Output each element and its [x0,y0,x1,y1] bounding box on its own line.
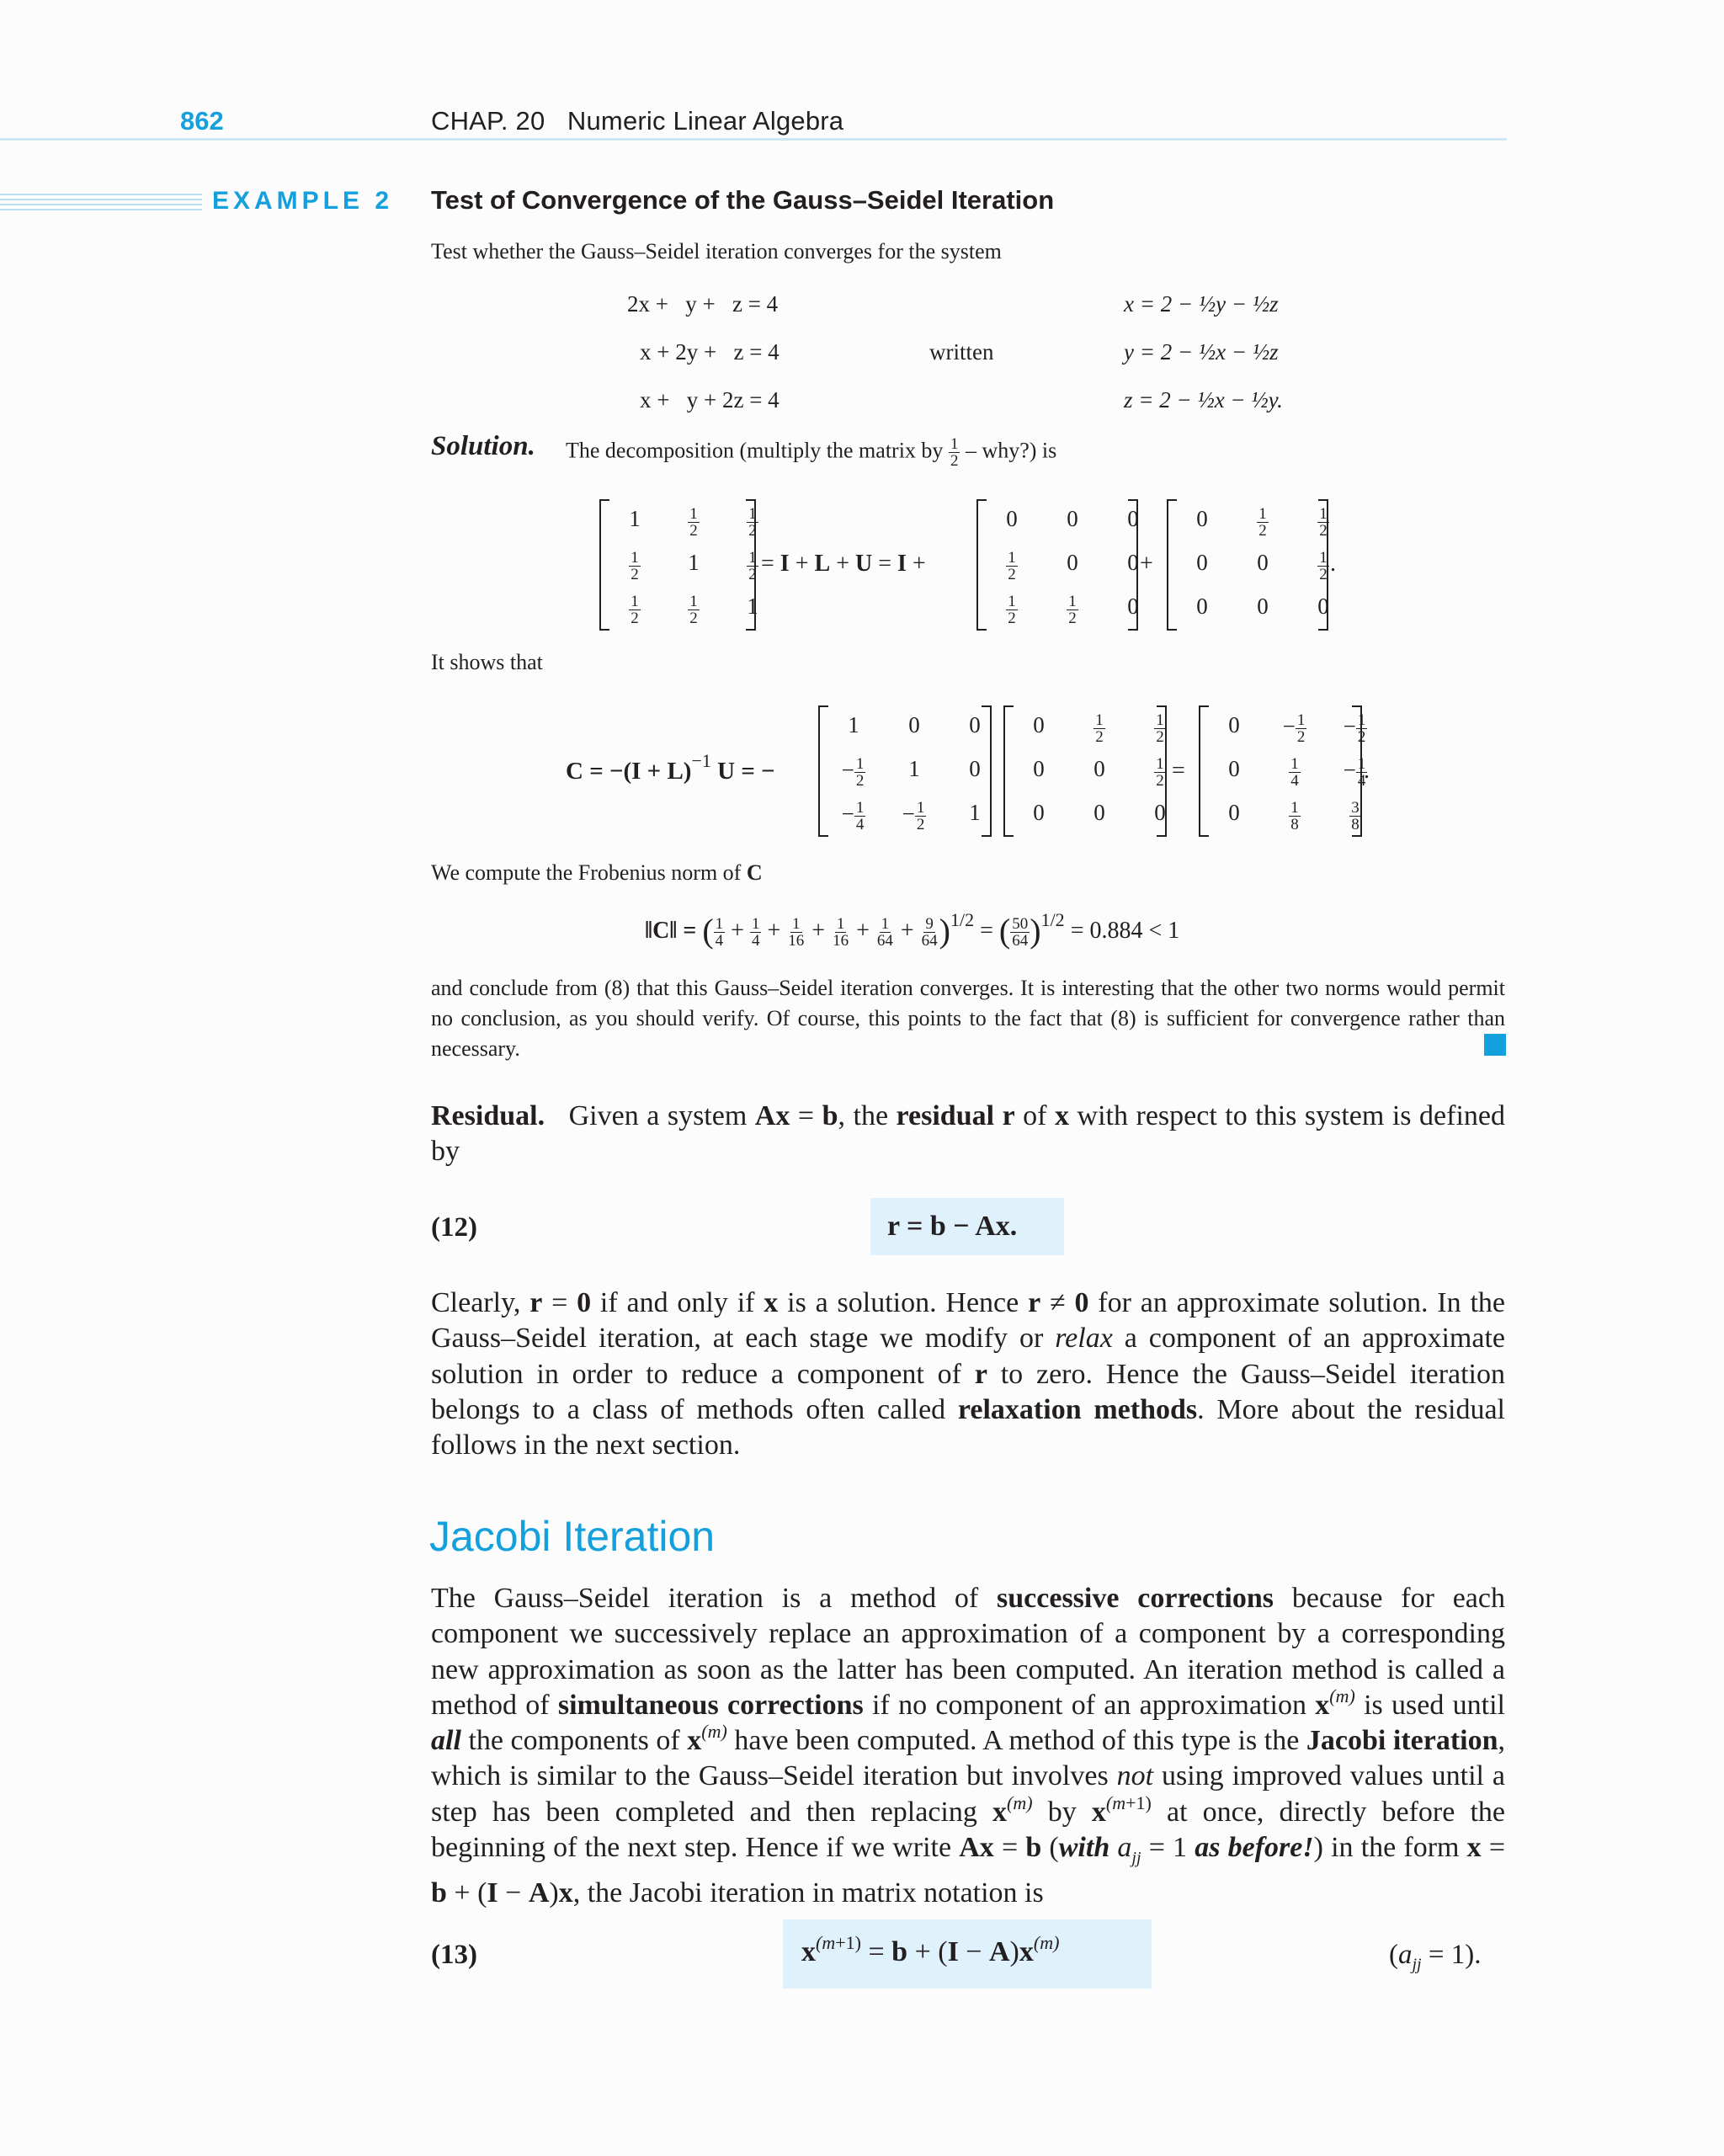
matrix-entry: 0 [1006,506,1018,531]
matrix-entry: $\frac{1}{2}$ [689,593,698,627]
matrix-entry: $\frac{1}{2}$ [748,505,757,540]
jacobi-equation: $x^{(m+1)} = b + (I - A)x^{(m)}$ [801,1932,1060,1967]
matrix-entry: 0 [1093,800,1105,825]
decomp-middle-text: = I + L + U = I + [761,551,926,577]
matrix-a [599,499,756,631]
matrix-entry: $\frac{1}{2}$ [748,549,757,583]
residual-paragraph: Residual. Given a system Ax = b, the residual r of x with respect to this system is defined by [431,1100,1505,1168]
matrix-entry: 0 [1067,550,1078,575]
system-rewritten-1: x = 2 − ½y − ½z [1124,291,1279,317]
matrix-entry: 1 [848,712,859,737]
eq-number-12: (12) [431,1212,477,1243]
solution-text: The decomposition (multiply the matrix by $\frac{1}{2}$ – why?) is [566,435,1057,470]
matrix-entry: 0 [1257,550,1269,575]
end-of-example-square [1484,1034,1506,1056]
matrix-entry: 0 [1127,506,1139,531]
matrix-c [1199,705,1366,837]
jacobi-condition: $(a_{jj} = 1)$. [1389,1940,1482,1974]
matrix-entry: 0 [969,756,981,781]
matrix-entry: 0 [1228,756,1240,781]
system-eq-3: x + y + 2z = 4 [640,387,780,413]
running-header [431,106,843,136]
matrix-l [976,499,1138,631]
matrix-entry: $\frac{1}{2}$ [1008,549,1016,583]
matrix-entry: − $\frac{1}{2}$ [841,755,865,790]
matrix-entry: 1 [747,594,758,619]
example-decor-lines [0,194,202,210]
system-eq-2: x + 2y + z = 4 [640,339,780,365]
matrix-entry: $\frac{1}{2}$ [631,549,639,583]
example-title: Test of Convergence of the Gauss–Seidel Iteration [431,185,1055,215]
matrix-entry: 1 [908,756,920,781]
matrix-entry: 0 [1127,550,1139,575]
matrix-entry: $\frac{1}{2}$ [1156,711,1164,746]
period: . [1364,758,1370,784]
matrix-entry: 0 [1033,756,1045,781]
matrix-u-repeat [1003,705,1167,837]
matrix-entry: − $\frac{1}{4}$ [841,799,865,833]
jacobi-paragraph: The Gauss–Seidel iteration is a method of successive corrections because for each component we successively replace an approximation of a component by a corresponding new approximation as soon as the latter has been computed. An iteration method is called a method of simultaneous corrections if no component of an approximation $x^{(m)}$ is used until all the components of $x^{(m)}$ have been computed. A method of this type is the Jacobi iteration, which is similar to the Gauss–Seidel iteration but involves not using improved values until a step has been completed and then replacing $x^{(m)}$ by $x^{(m+1)}$ at once, directly before the beginning of the next step. Hence if we write Ax = b (with $a_{jj} = 1$ as before!) in the form x = b + (I − A)x, the Jacobi iteration in matrix notation is [431,1583,1506,1909]
matrix-i-plus-l-inverse [818,705,992,837]
page-number: 862 [180,106,224,136]
matrix-entry: $\frac{1}{2}$ [689,505,698,540]
matrix-entry: $\frac{1}{8}$ [1290,799,1299,833]
matrix-entry: $\frac{1}{2}$ [1156,755,1164,790]
matrix-entry: $\frac{1}{2}$ [1258,505,1267,540]
header-rule [0,138,1507,141]
c-definition: $C = -(I + L)^{-1}$ U = − [566,750,775,785]
matrix-entry: $\frac{1}{4}$ [1290,755,1299,790]
matrix-entry: − $\frac{1}{2}$ [1282,711,1306,746]
matrix-entry: 0 [1317,594,1329,619]
matrix-entry: 0 [1127,594,1139,619]
matrix-entry: 0 [1196,594,1208,619]
matrix-entry: 0 [969,712,981,737]
example-conclusion: and conclude from (8) that this Gauss–Seidel iteration converges. It is interesting that the other two norms would permit no conclusion, as you should verify. Of course, this points to the fact that (8) is sufficient for convergence rather than necessary. [431,976,1505,1061]
chapter-title: Numeric Linear Algebra [567,106,844,136]
matrix-entry: 0 [1154,800,1166,825]
written-label: written [929,339,994,365]
matrix-entry: 1 [629,506,641,531]
frobenius-norm-equation: ‖C‖ = ( $\frac{1}{4}$ + $\frac{1}{4}$ + $\frac{1}{16}$ + $\frac{1}{16}$ + $\frac{1}{64}$ + $\frac{9}{64}$ )$^{1/2}$ = ( $\frac{50}{64}$ )$^{1/2}$ = 0.884 < 1 [645,909,1180,950]
chapter-number: CHAP. 20 [431,106,545,136]
system-rewritten-2: y = 2 − ½x − ½z [1124,339,1279,365]
eq-number-13: (13) [431,1940,477,1970]
matrix-entry: $\frac{1}{2}$ [1008,593,1016,627]
relaxation-paragraph: Clearly, r = 0 if and only if x is a solution. Hence r ≠ 0 for an approximate solution. In the Gauss–Seidel iteration, at each stage we modify or relax a component of an approximate solution in order to reduce a component of r to zero. Hence the Gauss–Seidel iteration belongs to a class of methods often called relaxation methods. More about the residual follows in the next section. [431,1287,1505,1461]
matrix-entry: − $\frac{1}{2}$ [902,799,925,833]
matrix-entry: 0 [1033,712,1045,737]
matrix-entry: $\frac{1}{2}$ [1095,711,1104,746]
matrix-entry: 0 [908,712,920,737]
matrix-entry: − $\frac{1}{4}$ [1343,755,1366,790]
matrix-entry: $\frac{1}{2}$ [631,593,639,627]
matrix-entry: $\frac{1}{2}$ [1319,505,1328,540]
matrix-entry: $\frac{3}{8}$ [1351,799,1360,833]
compute-text: We compute the Frobenius norm of C [431,860,763,885]
solution-label: Solution. [431,431,535,461]
period: . [1330,551,1336,577]
it-shows-text: It shows that [431,650,543,674]
equals-sign: = [1172,758,1185,784]
matrix-entry: 0 [1228,712,1240,737]
matrix-entry: − $\frac{1}{2}$ [1343,711,1366,746]
matrix-entry: 1 [688,550,700,575]
system-eq-1: 2x + y + z = 4 [627,291,779,317]
example-intro: Test whether the Gauss–Seidel iteration converges for the system [431,239,1002,264]
matrix-entry: 0 [1257,594,1269,619]
section-heading: Jacobi Iteration [429,1513,716,1560]
matrix-entry: 1 [969,800,981,825]
residual-equation: r = b − Ax. [887,1211,1018,1242]
matrix-entry: 0 [1228,800,1240,825]
matrix-entry: $\frac{1}{2}$ [1068,593,1077,627]
matrix-entry: 0 [1196,506,1208,531]
matrix-u [1167,499,1328,631]
matrix-entry: 0 [1196,550,1208,575]
matrix-entry: 0 [1067,506,1078,531]
example-label: EXAMPLE 2 [212,187,394,215]
matrix-entry: 0 [1033,800,1045,825]
plus-sign: + [1140,551,1153,577]
system-rewritten-3: z = 2 − ½x − ½y. [1124,387,1283,413]
matrix-entry: 0 [1093,756,1105,781]
matrix-entry: $\frac{1}{2}$ [1319,549,1328,583]
